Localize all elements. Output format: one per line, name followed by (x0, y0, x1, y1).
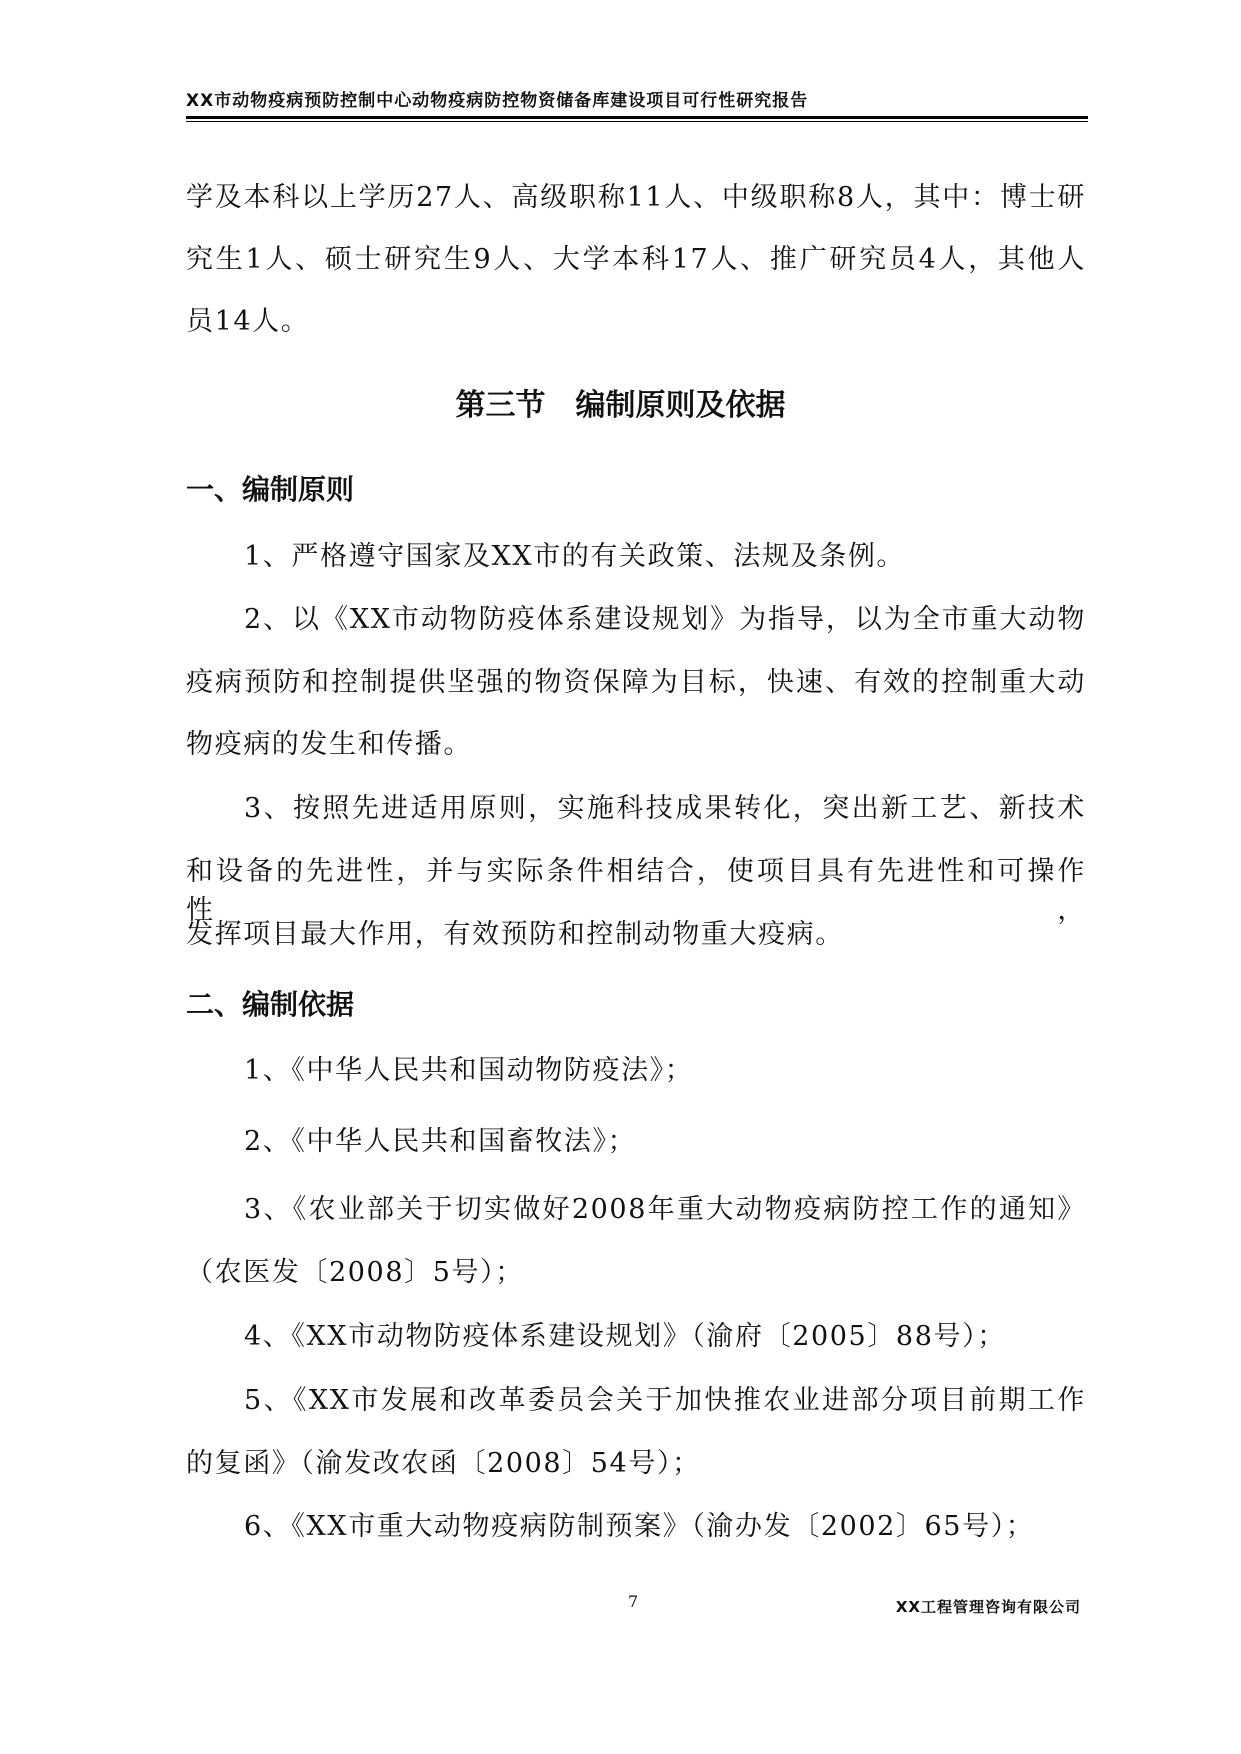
basis-line: 的复函》（渝发改农函〔2008〕54号）； (186, 1448, 701, 1479)
basis-line: 2、《中华人民共和国畜牧法》； (244, 1126, 637, 1157)
principle-line: 和设备的先进性，并与实际条件相结合，使项目具有先进性和可操作性， (186, 856, 1086, 926)
page-number: 7 (628, 1592, 639, 1611)
basis-line: 1、《中华人民共和国动物防疫法》； (244, 1055, 694, 1086)
basis-heading: 二、编制依据 (186, 988, 355, 1021)
intro-line: 学及本科以上学历27人、高级职称11人、中级职称8人，其中：博士研 (186, 182, 1086, 213)
basis-line: 5、《XX市发展和改革委员会关于加快推农业进部分项目前期工作 (244, 1385, 1086, 1416)
basis-line: 3、《农业部关于切实做好2008年重大动物疫病防控工作的通知》 (244, 1194, 1086, 1225)
footer-company: XX工程管理咨询有限公司 (895, 1598, 1081, 1616)
principle-line: 2、以《XX市动物防疫体系建设规划》为指导，以为全市重大动物 (244, 604, 1086, 635)
intro-line: 员14人。 (186, 306, 310, 337)
principle-line: 物疫病的发生和传播。 (186, 729, 472, 760)
principle-line: 疫病预防和控制提供坚强的物资保障为目标，快速、有效的控制重大动 (186, 667, 1086, 698)
principle-line: 1、严格遵守国家及XX市的有关政策、法规及条例。 (244, 541, 906, 572)
principle-line: 3、按照先进适用原则，实施科技成果转化，突出新工艺、新技术 (244, 793, 1086, 824)
header-rule-thin (186, 121, 1088, 122)
intro-line: 究生1人、硕士研究生9人、大学本科17人、推广研究员4人，其他人 (186, 244, 1086, 275)
basis-line: 4、《XX市动物防疫体系建设规划》（渝府〔2005〕88号）； (244, 1321, 1006, 1352)
running-header: XX市动物疫病预防控制中心动物疫病防控物资储备库建设项目可行性研究报告 (186, 91, 809, 111)
basis-line: （农医发〔2008〕5号）； (186, 1257, 524, 1288)
principles-heading: 一、编制原则 (186, 473, 355, 506)
basis-line: 6、《XX市重大动物疫病防制预案》（渝办发〔2002〕65号）； (244, 1511, 1035, 1542)
principle-line: 发挥项目最大作用，有效预防和控制动物重大疫病。 (186, 919, 844, 950)
section-title: 第三节 编制原则及依据 (455, 388, 786, 423)
header-rule-thick (186, 116, 1088, 119)
